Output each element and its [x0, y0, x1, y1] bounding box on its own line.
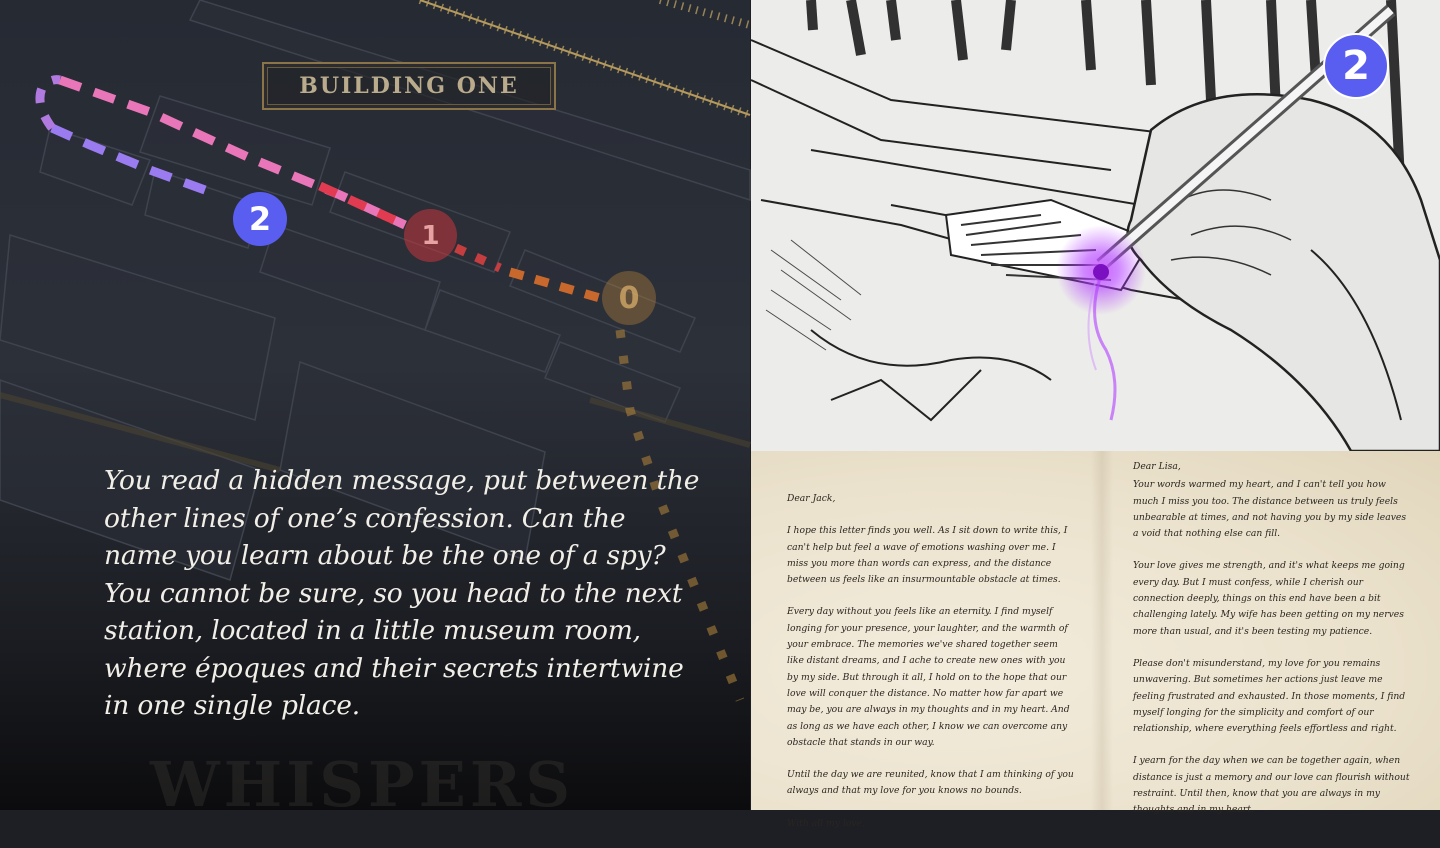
letter-left-paragraph-3: Until the day we are reunited, know that I am thinking of you always and that my love for you knows no bounds. [787, 769, 1074, 797]
letter-right-paragraph-4: I yearn for the day when we can be together again, when distance is just a memory and our love can flourish without restraint. Until then, know that you are always in my thoughts and in my heart. [1133, 755, 1410, 816]
page-fold-divider [1091, 451, 1113, 810]
station-1-marker[interactable] [404, 209, 457, 262]
letter-right-paragraph-1: Your words warmed my heart, and I can't tell you how much I miss you too. The distance between us truly feels unbearable at times, and not having you by my side leaves a void that nothing else can fill. [1133, 479, 1407, 540]
letter-left-closing: With all my love, [787, 817, 865, 829]
letter-right-salutation: Dear Lisa, [1133, 461, 1181, 472]
letter-right-paragraph-3: Please don't misunderstand, my love for you remains unwavering. But sometimes her actions just leave me feeling frustrated and exhausted. In those moments, I find myself longing for the simplicity and comfort of our relationship, where everything feels effortless and right. [1133, 657, 1406, 735]
letter-to-lisa [1133, 459, 1411, 835]
letter-left-paragraph-1: I hope this letter finds you well. As I sit down to write this, I can't help but feel a wave of emotions washing over me. I miss you more than words can express, and the distance between us feels like an insurmountable obstacle at times. [787, 525, 1068, 586]
illustration-station-2-marker[interactable] [1323, 33, 1389, 99]
station-0-number: 0 [618, 280, 640, 316]
station-1-number: 1 [421, 220, 440, 251]
whispers-faded-label: WHISPERS [150, 748, 575, 821]
building-one-label: BUILDING ONE [262, 62, 556, 110]
sketch-illustration [751, 0, 1440, 451]
station-2-marker[interactable] [233, 192, 287, 246]
letter-left-paragraph-2: Every day without you feels like an eternity. I find myself longing for your presence, your laughter, and the warmth of your embrace. The memories we've shared together seem like distant dreams, and I ache to create new ones with you by my side. But through it all, I hold on to the hope that our love will conquer the distance. No matter how far apart we may be, you are always in my thoughts and in my heart. And as long as we have each other, I know we can overcome any obstacle that stands in our way. [787, 606, 1070, 748]
letter-left-salutation: Dear Jack, [787, 493, 836, 504]
love-letters-panel [751, 451, 1440, 829]
station-2-number: 2 [248, 200, 272, 238]
station-0-marker[interactable] [602, 271, 656, 325]
letter-right-paragraph-2: Your love gives me strength, and it's what keeps me going every day. But I must confess, while I cherish our connection deeply, things on this end have been a bit challenging lately. My wife has been getting on my nerves more than usual, and it's been testing my patience. [1133, 560, 1405, 637]
narrative-text: You read a hidden message, put between the other lines of one’s confession. Can the name you learn about be the one of a spy? You cannot be sure, so you head to the next station, located in a little museum room, where époques and their secrets intertwine in one single place. [104, 465, 700, 721]
letter-to-jack [787, 491, 1077, 848]
illustration-station-2-number: 2 [1342, 43, 1370, 89]
